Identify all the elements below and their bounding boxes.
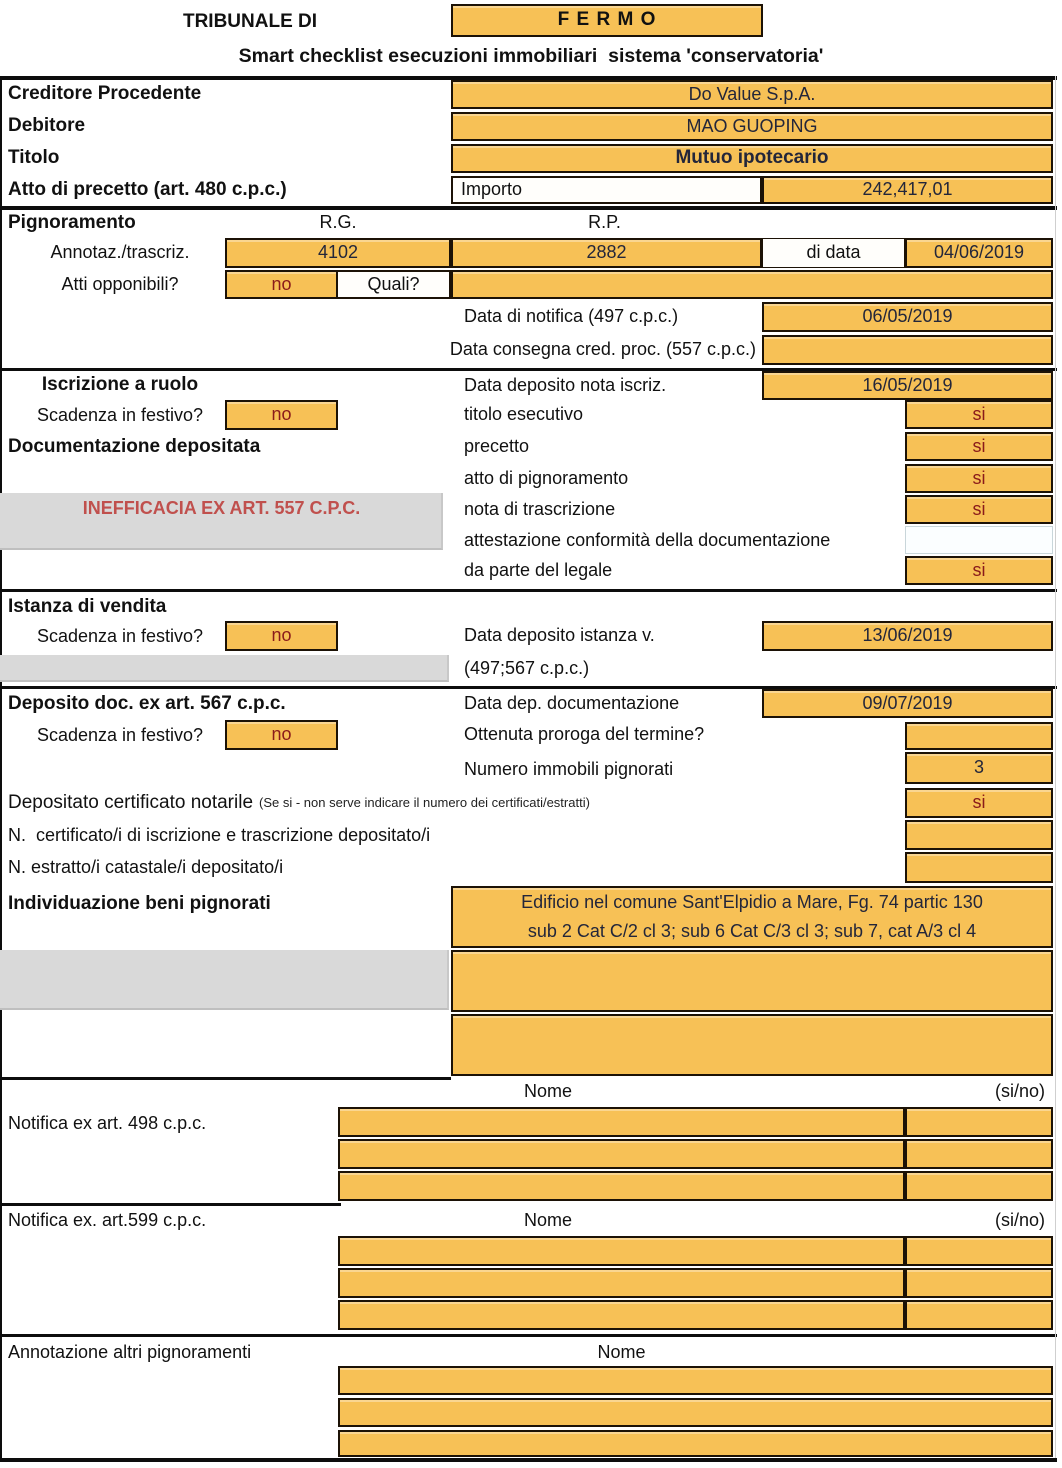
data-consegna-cell[interactable]	[762, 335, 1053, 365]
beni-label: Individuazione beni pignorati	[8, 892, 271, 914]
doc-item-label: atto di pignoramento	[464, 468, 629, 489]
debtor-cell[interactable]: MAO GUOPING	[451, 112, 1053, 141]
iscrizione-label: Iscrizione a ruolo	[41, 374, 199, 396]
numero-immobili-cell[interactable]: 3	[905, 752, 1053, 784]
notifica498-nome-cell[interactable]	[338, 1171, 905, 1201]
precetto-label: Atto di precetto (art. 480 c.p.c.)	[8, 178, 287, 200]
annotazioni-nome-cell[interactable]	[338, 1398, 1053, 1427]
notifica498-label: Notifica ex art. 498 c.p.c.	[8, 1113, 207, 1134]
n-certificato-cell[interactable]	[905, 820, 1053, 850]
debtor-label: Debitore	[8, 114, 86, 136]
deposito-nota-cell[interactable]: 16/05/2019	[762, 371, 1053, 400]
doc-item-cell[interactable]: si	[905, 495, 1053, 524]
beni-extra-cell[interactable]	[451, 950, 1053, 1012]
notifica498-nome-header: Nome	[523, 1081, 572, 1102]
data-dep-cell[interactable]: 09/07/2019	[762, 689, 1053, 718]
quali-label-cell: Quali?	[336, 270, 451, 299]
annotazioni-nome-cell[interactable]	[338, 1430, 1053, 1457]
beni-extra-cell[interactable]	[451, 1014, 1053, 1076]
deposito567-label: Deposito doc. ex art. 567 c.p.c.	[8, 692, 286, 714]
data-dep-label: Data dep. documentazione	[464, 693, 680, 714]
atti-opponibili-cell[interactable]: no	[225, 270, 338, 299]
importo-label-cell: Importo	[451, 176, 762, 204]
annotazioni-nome-header: Nome	[597, 1342, 646, 1363]
certificato-notarile-cell[interactable]: si	[905, 788, 1053, 818]
data-notifica-label: Data di notifica (497 c.p.c.)	[464, 306, 679, 327]
doc-item-cell[interactable]: si	[905, 400, 1053, 429]
beni-line2: sub 2 Cat C/2 cl 3; sub 6 Cat C/3 cl 3; sub 7, cat A/3 cl 4	[527, 921, 977, 941]
annotazioni-nome-cell[interactable]	[338, 1366, 1053, 1395]
notifica498-sino-header: (si/no)	[994, 1081, 1045, 1102]
doc-item-label: da parte del legale	[464, 560, 613, 581]
beni-gray-block	[0, 950, 449, 1010]
notifica599-sino-cell[interactable]	[905, 1236, 1053, 1266]
notifica498-nome-cell[interactable]	[338, 1107, 905, 1137]
proroga-cell[interactable]	[905, 722, 1053, 750]
rule-documentazione	[0, 589, 1057, 592]
importo-cell[interactable]: 242,417,01	[762, 176, 1053, 204]
istanza-gray-block	[0, 655, 449, 682]
notifica498-sino-cell[interactable]	[905, 1139, 1053, 1169]
notifica599-sino-header: (si/no)	[994, 1210, 1045, 1231]
deposito-nota-label: Data deposito nota iscriz.	[464, 374, 667, 395]
rp-header: R.P.	[588, 212, 621, 233]
istanza-scadenza-cell[interactable]: no	[225, 621, 338, 651]
doc-item-cell[interactable]: si	[905, 556, 1053, 585]
iscrizione-scadenza-cell[interactable]: no	[225, 400, 338, 430]
creditor-cell[interactable]: Do Value S.p.A.	[451, 80, 1053, 109]
n-estratto-label: N. estratto/i catastale/i depositato/i	[8, 856, 284, 877]
annotaz-label: Annotaz./trascriz.	[50, 242, 190, 263]
quali-cell[interactable]	[451, 270, 1053, 299]
rp-cell[interactable]: 2882	[451, 238, 762, 268]
beni-cell[interactable]	[451, 886, 1053, 948]
notifica599-nome-cell[interactable]	[338, 1236, 905, 1266]
rule-599	[0, 1334, 1057, 1337]
beni-line1: Edificio nel comune Sant'Elpidio a Mare, Fg. 74 partic 130	[521, 892, 983, 912]
title-label: Titolo	[8, 146, 60, 168]
certificato-notarile-label-main: Depositato certificato notarile	[8, 792, 254, 814]
notifica599-label: Notifica ex. art.599 c.p.c.	[8, 1210, 207, 1231]
n-certificato-label: N. certificato/i di iscrizione e trascrizione depositato/i	[8, 824, 431, 845]
rg-header: R.G.	[319, 212, 357, 233]
deposito567-scadenza-cell[interactable]: no	[225, 720, 338, 750]
istanza-deposito-label: Data deposito istanza v.	[464, 625, 655, 646]
rule-bottom	[0, 1458, 1057, 1462]
istanza-riferimenti-label: (497;567 c.p.c.)	[464, 658, 590, 679]
numero-immobili-label: Numero immobili pignorati	[464, 759, 674, 780]
title-cell[interactable]: Mutuo ipotecario	[451, 144, 1053, 173]
annotazioni-label: Annotazione altri pignoramenti	[8, 1342, 252, 1363]
istanza-deposito-cell[interactable]: 13/06/2019	[762, 621, 1053, 651]
istanza-label: Istanza di vendita	[8, 595, 167, 617]
sheet-subtitle: Smart checklist esecuzioni immobiliari sistema 'conservatoria'	[238, 45, 824, 68]
proroga-label: Ottenuta proroga del termine?	[464, 724, 705, 745]
doc-item-label: nota di trascrizione	[464, 499, 616, 520]
pignoramento-label: Pignoramento	[8, 211, 136, 233]
data-consegna-label: Data consegna cred. proc. (557 c.p.c.)	[449, 339, 756, 360]
n-estratto-cell[interactable]	[905, 852, 1053, 883]
notifica599-nome-cell[interactable]	[338, 1268, 905, 1298]
doc-item-cell[interactable]: si	[905, 432, 1053, 461]
rule-498	[0, 1203, 341, 1206]
notifica498-sino-cell[interactable]	[905, 1107, 1053, 1137]
doc-item-cell[interactable]: si	[905, 464, 1053, 493]
rg-cell[interactable]: 4102	[225, 238, 451, 268]
di-data-cell[interactable]: 04/06/2019	[905, 238, 1053, 268]
notifica599-nome-cell[interactable]	[338, 1300, 905, 1330]
notifica599-sino-cell[interactable]	[905, 1300, 1053, 1330]
certificato-notarile-note: (Se si - non serve indicare il numero dei certificati/estratti)	[259, 795, 590, 811]
notifica599-sino-cell[interactable]	[905, 1268, 1053, 1298]
documentazione-label: Documentazione depositata	[8, 435, 261, 457]
certificato-notarile-label	[8, 789, 898, 818]
atti-opponibili-label: Atti opponibili?	[61, 273, 179, 294]
doc-item-empty-cell[interactable]	[905, 526, 1053, 554]
notifica498-sino-cell[interactable]	[905, 1171, 1053, 1201]
inefficacia-block	[0, 493, 443, 550]
notifica498-nome-cell[interactable]	[338, 1139, 905, 1169]
notifica599-nome-header: Nome	[523, 1210, 572, 1231]
frame-right	[1055, 76, 1056, 1458]
data-notifica-cell[interactable]: 06/05/2019	[762, 302, 1053, 332]
iscrizione-scadenza-label: Scadenza in festivo?	[36, 404, 204, 425]
inefficacia-label: INEFFICACIA EX ART. 557 C.P.C.	[82, 498, 361, 519]
doc-item-label: attestazione conformità della documentazione	[464, 530, 831, 551]
court-label: TRIBUNALE DI	[182, 10, 318, 32]
doc-item-label: precetto	[464, 436, 530, 457]
creditor-label: Creditore Procedente	[8, 82, 202, 104]
di-data-label-cell: di data	[762, 238, 905, 268]
istanza-scadenza-label: Scadenza in festivo?	[36, 625, 204, 646]
court-name-cell[interactable]: F E R M O	[451, 4, 763, 37]
deposito567-scadenza-label: Scadenza in festivo?	[36, 724, 204, 745]
frame-left	[0, 76, 2, 1462]
doc-item-label: titolo esecutivo	[464, 404, 584, 425]
